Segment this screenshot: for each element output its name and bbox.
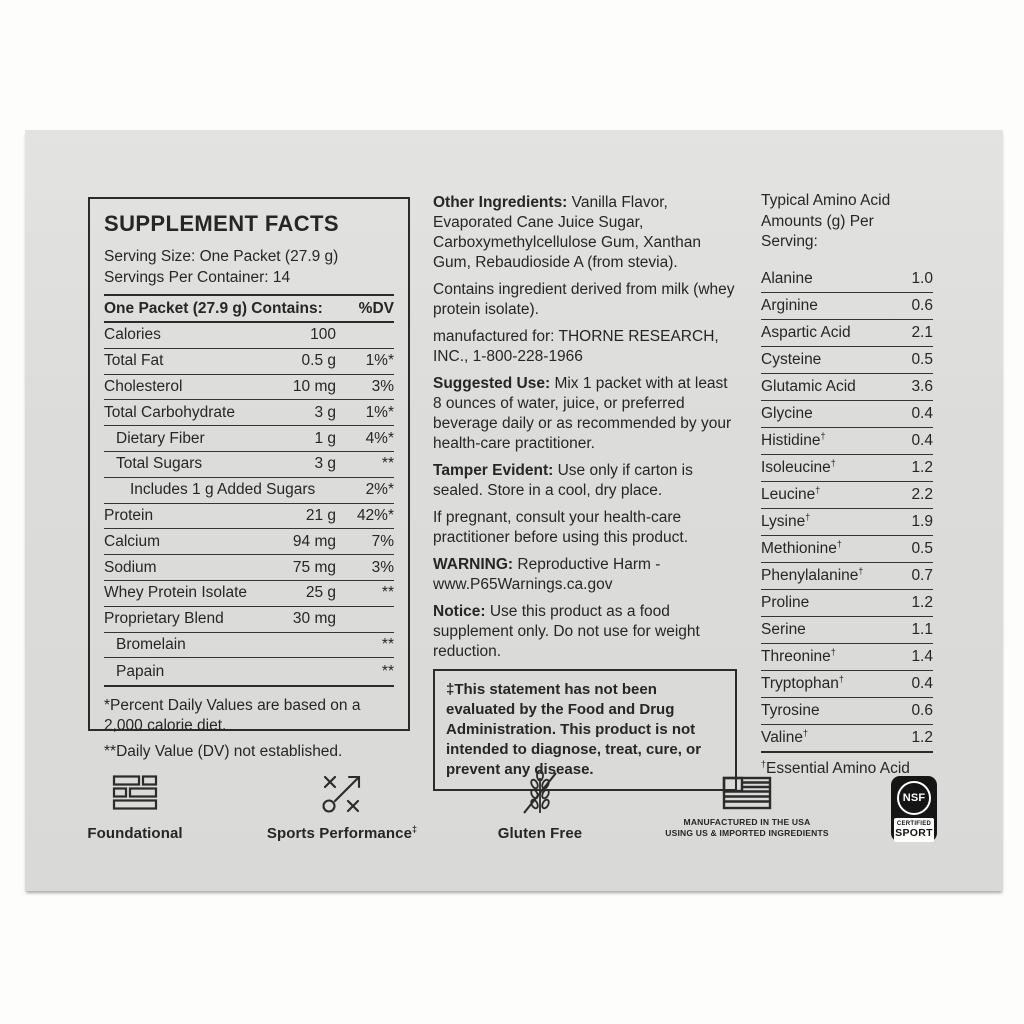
amino-acid-panel <box>761 191 933 778</box>
info-paragraphs <box>433 193 739 662</box>
amino-acid-row: Serine 1.1 <box>761 617 933 644</box>
table-header-dv: %DV <box>358 299 394 317</box>
nutrition-table-header <box>104 294 394 323</box>
nutrient-row: Bromelain ** <box>104 633 394 659</box>
amino-acid-row: Proline 1.2 <box>761 590 933 617</box>
amino-acid-row: Tryptophan† 0.4 <box>761 671 933 698</box>
fda-disclaimer-box: ‡This statement has not been evaluated by the Food and Drug Administration. This product is not intended to diagnose, treat, cure, or prevent any disease. <box>433 669 737 791</box>
amino-acid-row: Methionine† 0.5 <box>761 536 933 563</box>
badge-foundational <box>55 768 215 842</box>
footnote-percent-dv: *Percent Daily Values are based on a 2,000 calorie diet. <box>104 697 361 735</box>
label-panel <box>25 130 1003 891</box>
wheat-crossed-icon <box>465 768 615 818</box>
usa-text-line1: MANUFACTURED IN THE USA <box>683 817 811 827</box>
dagger-symbol: † <box>761 758 767 769</box>
amino-acid-row: Cysteine 0.5 <box>761 347 933 374</box>
amino-title-line2: Amounts (g) Per Serving: <box>761 212 874 250</box>
amino-acid-row: Isoleucine† 1.2 <box>761 455 933 482</box>
info-paragraph: WARNING: Reproductive Harm - www.P65Warnings.ca.gov <box>433 556 661 593</box>
supplement-facts-panel <box>88 197 410 761</box>
info-paragraph: Notice: Use this product as a food supplement only. Do not use for weight reduction. <box>433 603 700 660</box>
footnote-dv-not-established: **Daily Value (DV) not established. <box>104 743 343 761</box>
nutrient-row: Whey Protein Isolate 25 g ** <box>104 581 394 607</box>
nutrient-row: Cholesterol 10 mg 3% <box>104 375 394 401</box>
nutrient-row: Sodium 75 mg 3% <box>104 555 394 581</box>
supplement-facts-title: SUPPLEMENT FACTS <box>104 211 339 236</box>
amino-acid-row: Glycine 0.4 <box>761 401 933 428</box>
info-paragraph: manufactured for: THORNE RESEARCH, INC., 1-800-228-1966 <box>433 328 719 365</box>
info-paragraph: Other Ingredients: Vanilla Flavor, Evaporated Cane Juice Sugar, Carboxymethylcellulose Gum, Xanthan Gum, Rebaudioside A (from stevia). <box>433 194 701 271</box>
nsf-certified-sport-text: CERTIFIED SPORT <box>894 818 934 842</box>
amino-acid-row: Phenylalanine† 0.7 <box>761 563 933 590</box>
made-in-usa-text <box>657 817 837 838</box>
amino-acid-row: Aspartic Acid 2.1 <box>761 320 933 347</box>
foundational-label: Foundational <box>87 825 183 842</box>
serving-size-text: Serving Size: One Packet (27.9 g) <box>104 248 339 265</box>
xo-play-diagram-icon <box>257 768 427 818</box>
nsf-logo: NSF <box>897 781 931 815</box>
nutrient-row: Protein 21 g 42%* <box>104 504 394 530</box>
amino-acid-row: Glutamic Acid 3.6 <box>761 374 933 401</box>
amino-acid-row: Leucine† 2.2 <box>761 482 933 509</box>
info-paragraph: Contains ingredient derived from milk (whey protein isolate). <box>433 281 735 318</box>
amino-title-line1: Typical Amino Acid <box>761 192 891 209</box>
nsf-certified-sport-badge <box>891 776 937 842</box>
nutrient-row: Includes 1 g Added Sugars 2%* <box>104 478 394 504</box>
nutrient-row: Calories 100 <box>104 323 394 349</box>
table-header-label: One Packet (27.9 g) Contains: <box>104 299 323 317</box>
nutrient-row: Calcium 94 mg 7% <box>104 529 394 555</box>
nutrient-row: Total Fat 0.5 g 1%* <box>104 349 394 375</box>
info-paragraph: Suggested Use: Mix 1 packet with at least 8 ounces of water, juice, or preferred beverage daily or as recommended by your health-care practitioner. <box>433 375 732 452</box>
info-paragraph: If pregnant, consult your health-care practitioner before using this product. <box>433 509 689 546</box>
servings-per-container-text: Servings Per Container: 14 <box>104 269 291 286</box>
double-dagger-symbol: ‡ <box>412 824 418 834</box>
nutrient-row: Total Carbohydrate 3 g 1%* <box>104 400 394 426</box>
us-flag-icon <box>657 774 837 812</box>
sports-performance-label: Sports Performance‡ <box>266 824 418 842</box>
amino-acid-row: Histidine† 0.4 <box>761 428 933 455</box>
essential-amino-footnote: †Essential Amino Acid <box>761 758 910 777</box>
gluten-free-label: Gluten Free <box>497 825 583 842</box>
info-column <box>433 193 739 791</box>
badge-sports-performance <box>257 768 427 842</box>
amino-acid-row: Valine† 1.2 <box>761 725 933 753</box>
daily-value-footnotes <box>104 696 394 762</box>
nutrition-table-rows <box>104 323 394 687</box>
amino-acid-title <box>761 191 933 253</box>
badge-gluten-free <box>465 768 615 842</box>
amino-acid-row: Lysine† 1.9 <box>761 509 933 536</box>
info-paragraph: Tamper Evident: Use only if carton is sealed. Store in a cool, dry place. <box>433 462 693 499</box>
amino-acid-row: Alanine 1.0 <box>761 266 933 293</box>
usa-text-line2: USING US & IMPORTED INGREDIENTS <box>665 827 829 838</box>
nutrient-row: Total Sugars 3 g ** <box>104 452 394 478</box>
bricks-icon <box>55 768 215 818</box>
nutrient-row: Proprietary Blend 30 mg <box>104 607 394 633</box>
nutrient-row: Dietary Fiber 1 g 4%* <box>104 426 394 452</box>
amino-acid-row: Threonine† 1.4 <box>761 644 933 671</box>
amino-acid-row: Arginine 0.6 <box>761 293 933 320</box>
badge-made-in-usa <box>657 774 837 838</box>
nutrient-row: Papain ** <box>104 658 394 687</box>
amino-acid-row: Tyrosine 0.6 <box>761 698 933 725</box>
amino-acid-rows <box>761 266 933 753</box>
